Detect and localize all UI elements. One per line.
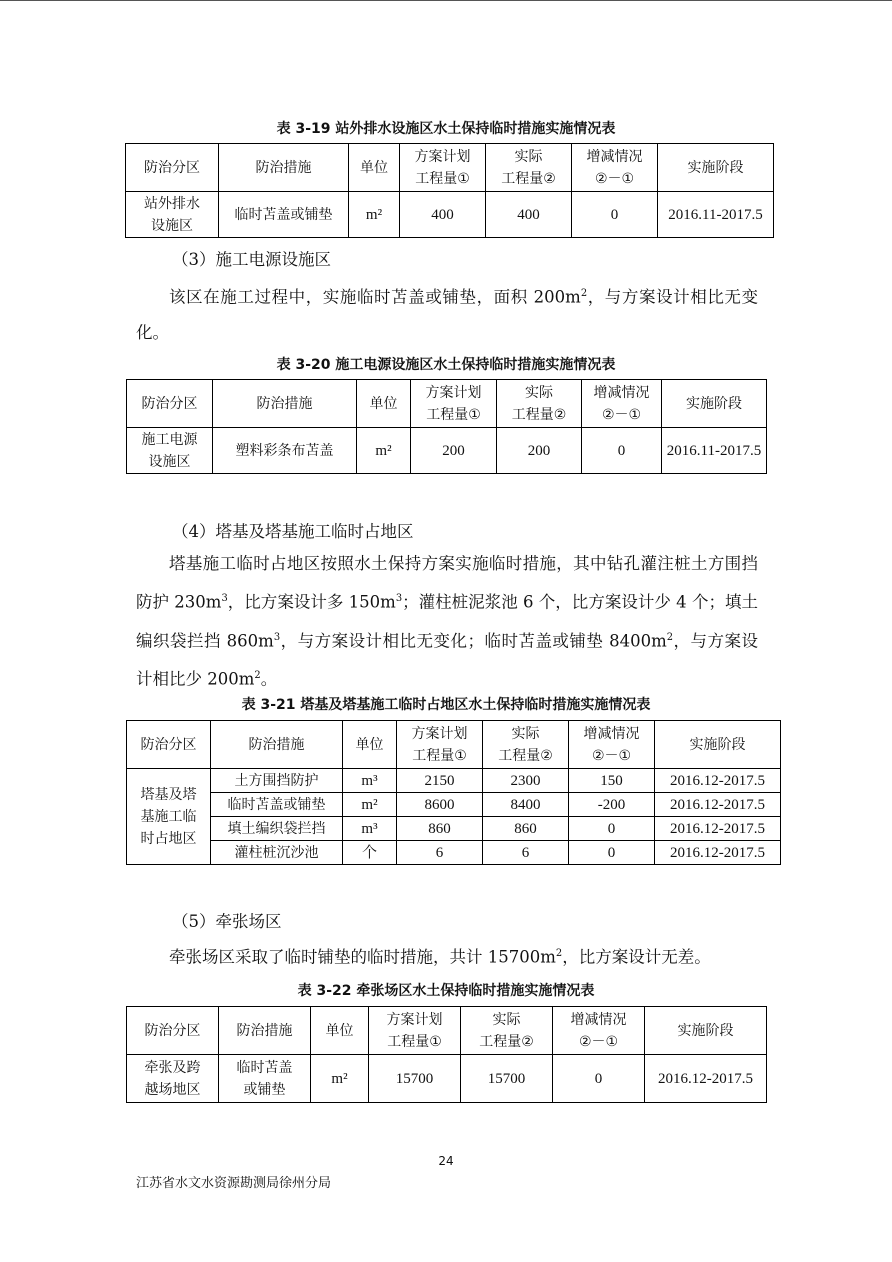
section-3-heading: （3）施工电源设施区 — [172, 250, 331, 269]
table-cell: m² — [343, 793, 397, 817]
table-cell: 860 — [397, 817, 483, 841]
table-cell: 0 — [553, 1055, 645, 1103]
table-cell: 15700 — [369, 1055, 461, 1103]
column-header: 单位 — [357, 380, 411, 428]
table-cell: 200 — [411, 428, 497, 474]
column-header: 增减情况 ②－① — [572, 144, 658, 192]
column-header: 单位 — [343, 721, 397, 769]
table-cell: 860 — [483, 817, 569, 841]
top-rule — [0, 0, 892, 1]
footer-organization: 江苏省水文水资源勘测局徐州分局 — [136, 1176, 332, 1191]
column-header: 防治分区 — [126, 144, 219, 192]
column-header: 实际 工程量② — [461, 1007, 553, 1055]
column-header: 实际 工程量② — [497, 380, 582, 428]
table-cell: 个 — [343, 841, 397, 865]
table-3-20-caption: 表 3-20 施工电源设施区水土保持临时措施实施情况表 — [276, 357, 616, 373]
section-5-heading: （5）牵张场区 — [172, 912, 282, 931]
table-cell: 0 — [572, 192, 658, 238]
table-cell: 6 — [397, 841, 483, 865]
table-cell: 2016.12-2017.5 — [655, 841, 781, 865]
column-header: 防治分区 — [127, 380, 213, 428]
table-3-19-caption: 表 3-19 站外排水设施区水土保持临时措施实施情况表 — [276, 121, 616, 137]
table-cell: 0 — [569, 841, 655, 865]
table-cell: 15700 — [461, 1055, 553, 1103]
column-header: 防治措施 — [211, 721, 343, 769]
table-cell: 400 — [400, 192, 486, 238]
table-cell: 6 — [483, 841, 569, 865]
column-header: 实施阶段 — [645, 1007, 767, 1055]
column-header: 增减情况 ②－① — [553, 1007, 645, 1055]
table-cell: 0 — [569, 817, 655, 841]
table-row — [127, 841, 781, 865]
table-cell: 2150 — [397, 769, 483, 793]
table-cell: m³ — [343, 817, 397, 841]
table-cell: 400 — [486, 192, 572, 238]
table-3-19 — [125, 143, 774, 238]
table-cell: 站外排水 设施区 — [126, 192, 219, 238]
table-cell: 2016.12-2017.5 — [645, 1055, 767, 1103]
table-cell: 200 — [497, 428, 582, 474]
table-cell: 8600 — [397, 793, 483, 817]
table-cell: 临时苫盖 或铺垫 — [219, 1055, 311, 1103]
column-header: 单位 — [349, 144, 400, 192]
column-header: 实际 工程量② — [486, 144, 572, 192]
column-header: 方案计划 工程量① — [369, 1007, 461, 1055]
table-cell: 8400 — [483, 793, 569, 817]
column-header: 防治分区 — [127, 721, 211, 769]
column-header: 实施阶段 — [658, 144, 774, 192]
table-cell: m² — [357, 428, 411, 474]
table-cell: -200 — [569, 793, 655, 817]
table-cell: 塑料彩条布苫盖 — [213, 428, 357, 474]
table-3-22 — [126, 1006, 767, 1103]
table-row — [127, 1055, 767, 1103]
table-cell: 土方围挡防护 — [211, 769, 343, 793]
table-3-21-caption: 表 3-21 塔基及塔基施工临时占地区水土保持临时措施实施情况表 — [241, 697, 651, 713]
table-cell: 2016.11-2017.5 — [658, 192, 774, 238]
table-cell: m² — [349, 192, 400, 238]
column-header: 方案计划 工程量① — [411, 380, 497, 428]
table-3-22-caption: 表 3-22 牵张场区水土保持临时措施实施情况表 — [297, 983, 595, 999]
table-cell: 2300 — [483, 769, 569, 793]
zone-cell: 塔基及塔 基施工临 时占地区 — [127, 769, 211, 865]
table-cell: 临时苫盖或铺垫 — [211, 793, 343, 817]
section-3-paragraph: 该区在施工过程中，实施临时苫盖或铺垫，面积 $200m^2$，与方案设计相比无变化。 — [136, 287, 759, 342]
section-5-paragraph: 牵张场区采取了临时铺垫的临时措施，共计 $15700m^2$，比方案设计无差。 — [169, 947, 711, 967]
table-cell: 150 — [569, 769, 655, 793]
table-row — [126, 192, 774, 238]
section-4-paragraph: 塔基施工临时占地区按照水土保持方案实施临时措施，其中钻孔灌注桩土方围挡防护 $230m^3$，比方案设计多 $150m^3$；灌柱桩泥浆池 6 个，比方案设计少 4 个；填土编织袋拦挡 $860m^3$，与方案设计相比无变化；临时苫盖或铺垫 $8400m^2$，与方案设计相比少 $200m^2$。 — [136, 554, 759, 689]
table-cell: 填土编织袋拦挡 — [211, 817, 343, 841]
column-header: 防治措施 — [219, 144, 349, 192]
column-header: 增减情况 ②－① — [582, 380, 662, 428]
table-cell: 2016.11-2017.5 — [662, 428, 767, 474]
column-header: 实际 工程量② — [483, 721, 569, 769]
table-cell: 0 — [582, 428, 662, 474]
table-cell: 灌柱桩沉沙池 — [211, 841, 343, 865]
table-cell: 临时苫盖或铺垫 — [219, 192, 349, 238]
table-3-20 — [126, 379, 767, 474]
column-header: 方案计划 工程量① — [397, 721, 483, 769]
column-header: 防治措施 — [219, 1007, 311, 1055]
table-row — [127, 817, 781, 841]
column-header: 防治分区 — [127, 1007, 219, 1055]
table-row — [127, 769, 781, 793]
section-4-heading: （4）塔基及塔基施工临时占地区 — [172, 522, 414, 541]
table-cell: 施工电源 设施区 — [127, 428, 213, 474]
column-header: 防治措施 — [213, 380, 357, 428]
table-cell: 牵张及跨 越场地区 — [127, 1055, 219, 1103]
table-3-21 — [126, 720, 781, 865]
column-header: 实施阶段 — [662, 380, 767, 428]
column-header: 增减情况 ②－① — [569, 721, 655, 769]
column-header: 方案计划 工程量① — [400, 144, 486, 192]
page-number: 24 — [438, 1154, 454, 1168]
table-cell: 2016.12-2017.5 — [655, 817, 781, 841]
table-cell: 2016.12-2017.5 — [655, 793, 781, 817]
column-header: 实施阶段 — [655, 721, 781, 769]
table-cell: m² — [311, 1055, 369, 1103]
column-header: 单位 — [311, 1007, 369, 1055]
table-cell: m³ — [343, 769, 397, 793]
table-row — [127, 428, 767, 474]
table-row — [127, 793, 781, 817]
table-cell: 2016.12-2017.5 — [655, 769, 781, 793]
